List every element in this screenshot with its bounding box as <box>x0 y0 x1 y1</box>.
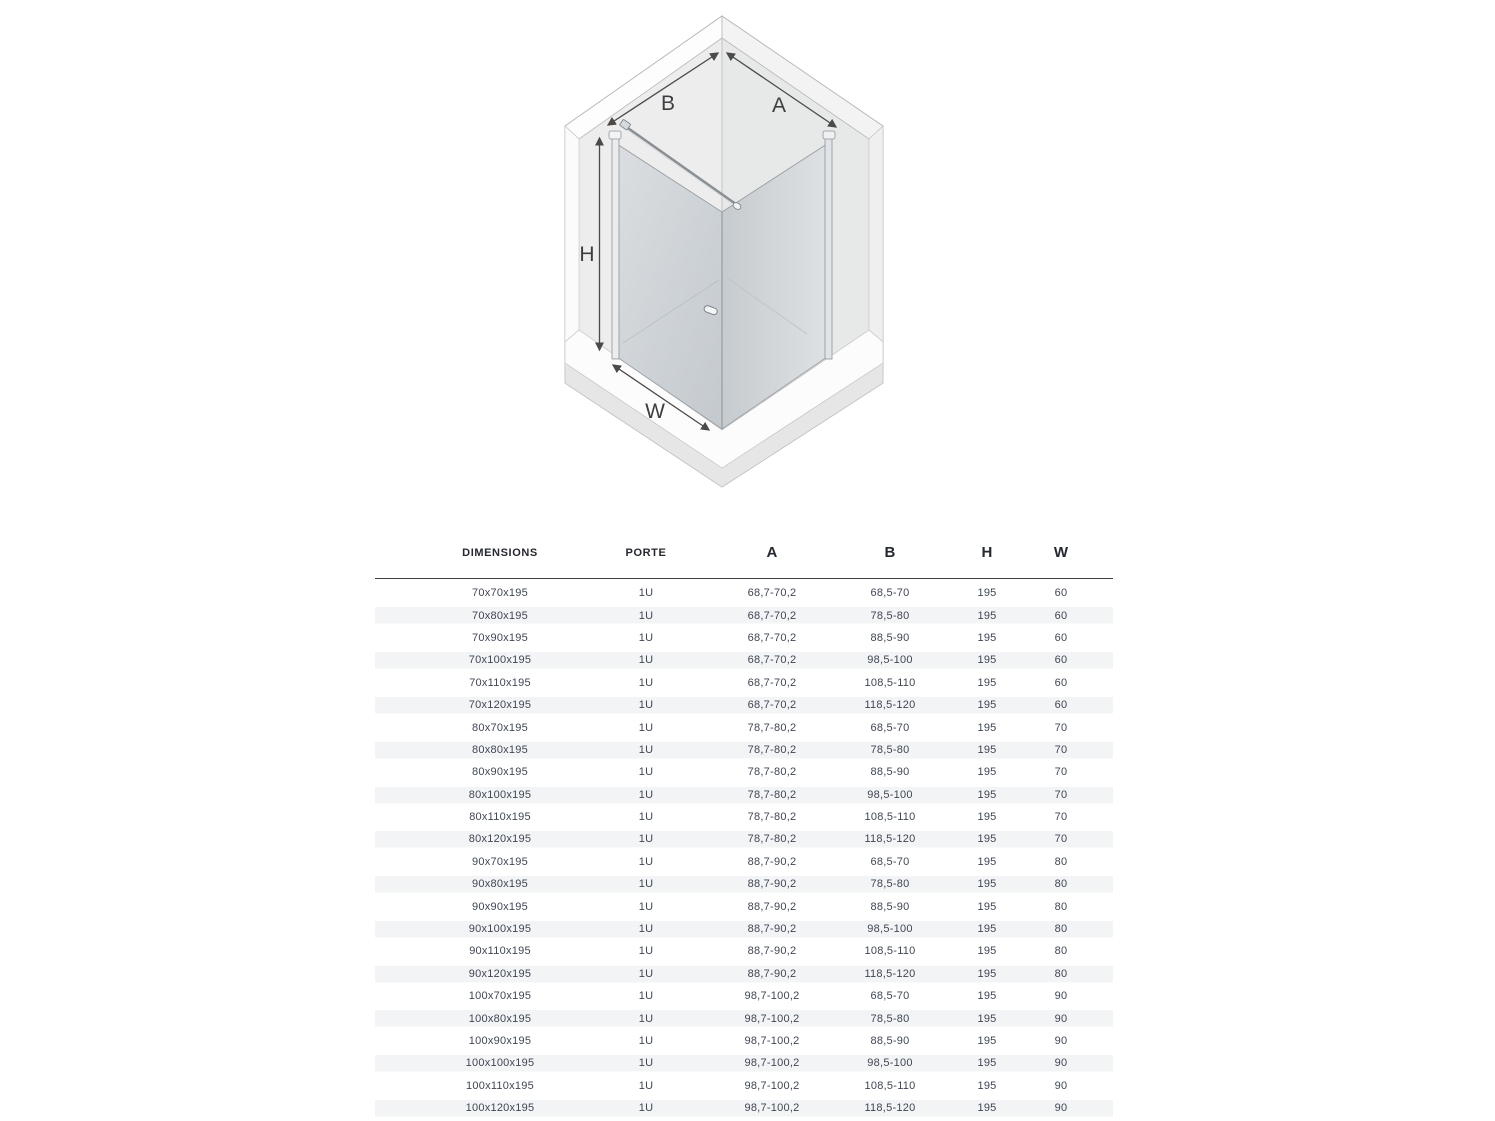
column-header-h: H <box>981 544 993 561</box>
cell-a: 68,7-70,2 <box>747 654 797 667</box>
table-row <box>375 1007 1113 1029</box>
shower-enclosure-diagram <box>555 8 895 498</box>
cell-w: 80 <box>1054 900 1068 913</box>
cell-h: 195 <box>977 1079 997 1092</box>
cell-porte: 1U <box>638 1035 654 1047</box>
table-row <box>375 672 1113 694</box>
cell-h: 195 <box>977 990 997 1003</box>
table-header <box>375 540 1113 579</box>
cell-porte: 1U <box>638 945 654 958</box>
cell-a: 78,7-80,2 <box>747 721 797 734</box>
isometric-drawing <box>555 8 895 498</box>
cell-dimensions: 100x110x195 <box>466 1079 534 1092</box>
cell-dimensions: 70x110x195 <box>469 676 531 689</box>
cell-a: 88,7-90,2 <box>747 967 797 980</box>
cell-dimensions: 70x80x195 <box>471 609 529 622</box>
cell-w: 70 <box>1054 721 1068 734</box>
cell-dimensions: 70x70x195 <box>471 587 529 600</box>
cell-w: 80 <box>1054 967 1068 980</box>
cell-porte: 1U <box>638 1012 654 1025</box>
cell-dimensions: 80x70x195 <box>471 721 529 734</box>
cell-porte: 1U <box>638 609 654 622</box>
cell-h: 195 <box>977 587 997 600</box>
table-row <box>375 694 1113 716</box>
cell-h: 195 <box>977 699 997 712</box>
cell-h: 195 <box>977 833 997 846</box>
cell-h: 195 <box>977 811 997 824</box>
cell-a: 98,7-100,2 <box>744 1057 800 1070</box>
cell-porte: 1U <box>638 743 654 756</box>
cell-porte: 1U <box>638 766 654 779</box>
cell-h: 195 <box>977 1012 997 1025</box>
cell-b: 68,5-70 <box>870 587 910 600</box>
cell-a: 88,7-90,2 <box>747 900 797 913</box>
cell-a: 98,7-100,2 <box>744 990 800 1003</box>
cell-h: 195 <box>977 766 997 779</box>
profile-left-cap <box>609 131 621 139</box>
cell-b: 78,5-80 <box>870 878 910 891</box>
cell-h: 195 <box>977 855 997 868</box>
cell-porte: 1U <box>638 631 654 644</box>
cell-w: 90 <box>1054 1102 1068 1115</box>
cell-w: 80 <box>1054 878 1068 891</box>
table-body <box>375 579 1113 1119</box>
dimension-label-b: B <box>660 92 676 115</box>
cell-dimensions: 80x100x195 <box>468 788 532 801</box>
cell-b: 98,5-100 <box>867 923 913 936</box>
dimension-label-a: A <box>771 94 787 117</box>
table-row <box>375 627 1113 649</box>
cell-a: 98,7-100,2 <box>744 1012 800 1025</box>
cell-h: 195 <box>977 878 997 891</box>
cell-b: 68,5-70 <box>870 855 910 868</box>
wall-right-side-edge <box>869 126 883 342</box>
table-row <box>375 918 1113 940</box>
cell-w: 60 <box>1054 609 1068 622</box>
cell-h: 195 <box>977 1035 997 1047</box>
cell-h: 195 <box>977 945 997 958</box>
cell-h: 195 <box>977 788 997 801</box>
cell-h: 195 <box>977 743 997 756</box>
cell-b: 78,5-80 <box>870 1012 910 1025</box>
cell-w: 60 <box>1054 676 1068 689</box>
cell-b: 108,5-110 <box>864 811 916 824</box>
cell-w: 80 <box>1054 945 1068 958</box>
profile-right-cap <box>823 131 835 139</box>
cell-porte: 1U <box>638 721 654 734</box>
cell-w: 90 <box>1054 1057 1068 1070</box>
cell-w: 60 <box>1054 654 1068 667</box>
cell-a: 98,7-100,2 <box>744 1079 800 1092</box>
cell-w: 60 <box>1054 699 1068 712</box>
table-row <box>375 1075 1113 1097</box>
column-header-w: W <box>1053 544 1069 561</box>
cell-b: 108,5-110 <box>864 945 916 958</box>
cell-a: 78,7-80,2 <box>747 811 797 824</box>
dimensions-table <box>375 540 1113 1119</box>
cell-w: 90 <box>1054 990 1068 1003</box>
cell-b: 118,5-120 <box>864 967 916 980</box>
table-row <box>375 985 1113 1007</box>
cell-w: 90 <box>1054 1012 1068 1025</box>
cell-b: 118,5-120 <box>864 833 916 846</box>
cell-porte: 1U <box>638 676 654 689</box>
cell-b: 78,5-80 <box>870 743 910 756</box>
cell-dimensions: 70x120x195 <box>468 699 532 712</box>
cell-b: 108,5-110 <box>864 1079 916 1092</box>
cell-porte: 1U <box>638 1102 654 1115</box>
table-row <box>375 604 1113 626</box>
cell-b: 88,5-90 <box>870 766 910 779</box>
cell-porte: 1U <box>638 654 654 667</box>
cell-w: 60 <box>1054 587 1068 600</box>
cell-w: 70 <box>1054 833 1068 846</box>
cell-b: 68,5-70 <box>870 990 910 1003</box>
cell-porte: 1U <box>638 1079 654 1092</box>
dimension-label-w: W <box>645 400 665 423</box>
column-header-porte: PORTE <box>625 547 667 559</box>
cell-b: 68,5-70 <box>870 721 910 734</box>
table-row <box>375 851 1113 873</box>
cell-w: 80 <box>1054 855 1068 868</box>
table-row <box>375 582 1113 604</box>
dimension-label-h: H <box>579 243 595 266</box>
cell-b: 98,5-100 <box>867 788 913 801</box>
profile-right <box>825 137 832 359</box>
table-row <box>375 716 1113 738</box>
cell-porte: 1U <box>638 811 654 824</box>
cell-b: 118,5-120 <box>864 699 916 712</box>
cell-dimensions: 80x80x195 <box>471 743 529 756</box>
wall-left-side-edge <box>565 126 579 342</box>
cell-a: 68,7-70,2 <box>747 699 797 712</box>
profile-left <box>612 137 619 359</box>
cell-dimensions: 70x90x195 <box>471 631 529 644</box>
cell-a: 78,7-80,2 <box>747 788 797 801</box>
cell-porte: 1U <box>638 699 654 712</box>
table-row <box>375 784 1113 806</box>
cell-b: 108,5-110 <box>864 676 916 689</box>
cell-porte: 1U <box>638 878 654 891</box>
cell-h: 195 <box>977 676 997 689</box>
cell-h: 195 <box>977 967 997 980</box>
table-row <box>375 963 1113 985</box>
cell-w: 90 <box>1054 1035 1068 1047</box>
cell-a: 88,7-90,2 <box>747 945 797 958</box>
cell-dimensions: 100x80x195 <box>468 1012 532 1025</box>
cell-b: 88,5-90 <box>870 1035 910 1047</box>
table-row <box>375 761 1113 783</box>
cell-a: 68,7-70,2 <box>747 676 797 689</box>
cell-porte: 1U <box>638 788 654 801</box>
cell-dimensions: 90x110x195 <box>469 945 531 958</box>
cell-w: 90 <box>1054 1079 1068 1092</box>
cell-dimensions: 100x70x195 <box>468 990 532 1003</box>
cell-h: 195 <box>977 1102 997 1115</box>
cell-dimensions: 90x70x195 <box>471 855 529 868</box>
cell-a: 78,7-80,2 <box>747 743 797 756</box>
table-row <box>375 1097 1113 1119</box>
cell-b: 88,5-90 <box>870 631 910 644</box>
column-header-dimensions: DIMENSIONS <box>462 547 538 559</box>
column-header-a: A <box>766 544 778 561</box>
cell-dimensions: 100x90x195 <box>468 1035 532 1047</box>
table-row <box>375 806 1113 828</box>
table-row <box>375 1052 1113 1074</box>
table-row <box>375 940 1113 962</box>
cell-w: 70 <box>1054 743 1068 756</box>
cell-a: 88,7-90,2 <box>747 855 797 868</box>
cell-h: 195 <box>977 721 997 734</box>
cell-porte: 1U <box>638 833 654 846</box>
cell-a: 88,7-90,2 <box>747 878 797 891</box>
cell-dimensions: 90x80x195 <box>471 878 529 891</box>
cell-w: 70 <box>1054 811 1068 824</box>
cell-a: 78,7-80,2 <box>747 766 797 779</box>
table-row <box>375 649 1113 671</box>
cell-dimensions: 90x100x195 <box>468 923 532 936</box>
table-row <box>375 828 1113 850</box>
cell-porte: 1U <box>638 990 654 1003</box>
cell-a: 68,7-70,2 <box>747 587 797 600</box>
cell-dimensions: 90x90x195 <box>471 900 529 913</box>
cell-dimensions: 100x100x195 <box>465 1057 535 1070</box>
table-row <box>375 873 1113 895</box>
cell-h: 195 <box>977 1057 997 1070</box>
cell-h: 195 <box>977 654 997 667</box>
cell-porte: 1U <box>638 1057 654 1070</box>
cell-a: 78,7-80,2 <box>747 833 797 846</box>
cell-w: 80 <box>1054 923 1068 936</box>
cell-b: 98,5-100 <box>867 654 913 667</box>
cell-a: 98,7-100,2 <box>744 1035 800 1047</box>
cell-porte: 1U <box>638 900 654 913</box>
cell-dimensions: 80x120x195 <box>468 833 532 846</box>
cell-h: 195 <box>977 923 997 936</box>
cell-b: 118,5-120 <box>864 1102 916 1115</box>
cell-b: 78,5-80 <box>870 609 910 622</box>
table-row <box>375 739 1113 761</box>
cell-a: 98,7-100,2 <box>744 1102 800 1115</box>
table-row <box>375 895 1113 917</box>
cell-a: 68,7-70,2 <box>747 609 797 622</box>
column-header-b: B <box>884 544 896 561</box>
cell-b: 98,5-100 <box>867 1057 913 1070</box>
cell-h: 195 <box>977 631 997 644</box>
cell-a: 68,7-70,2 <box>747 631 797 644</box>
cell-porte: 1U <box>638 923 654 936</box>
cell-dimensions: 70x100x195 <box>468 654 532 667</box>
cell-dimensions: 80x90x195 <box>471 766 529 779</box>
cell-porte: 1U <box>638 967 654 980</box>
cell-h: 195 <box>977 609 997 622</box>
cell-porte: 1U <box>638 587 654 600</box>
table-row <box>375 1030 1113 1052</box>
cell-porte: 1U <box>638 855 654 868</box>
cell-dimensions: 80x110x195 <box>469 811 531 824</box>
cell-w: 70 <box>1054 766 1068 779</box>
cell-dimensions: 100x120x195 <box>465 1102 535 1115</box>
cell-b: 88,5-90 <box>870 900 910 913</box>
cell-h: 195 <box>977 900 997 913</box>
cell-w: 70 <box>1054 788 1068 801</box>
cell-w: 60 <box>1054 631 1068 644</box>
cell-dimensions: 90x120x195 <box>468 967 532 980</box>
cell-a: 88,7-90,2 <box>747 923 797 936</box>
